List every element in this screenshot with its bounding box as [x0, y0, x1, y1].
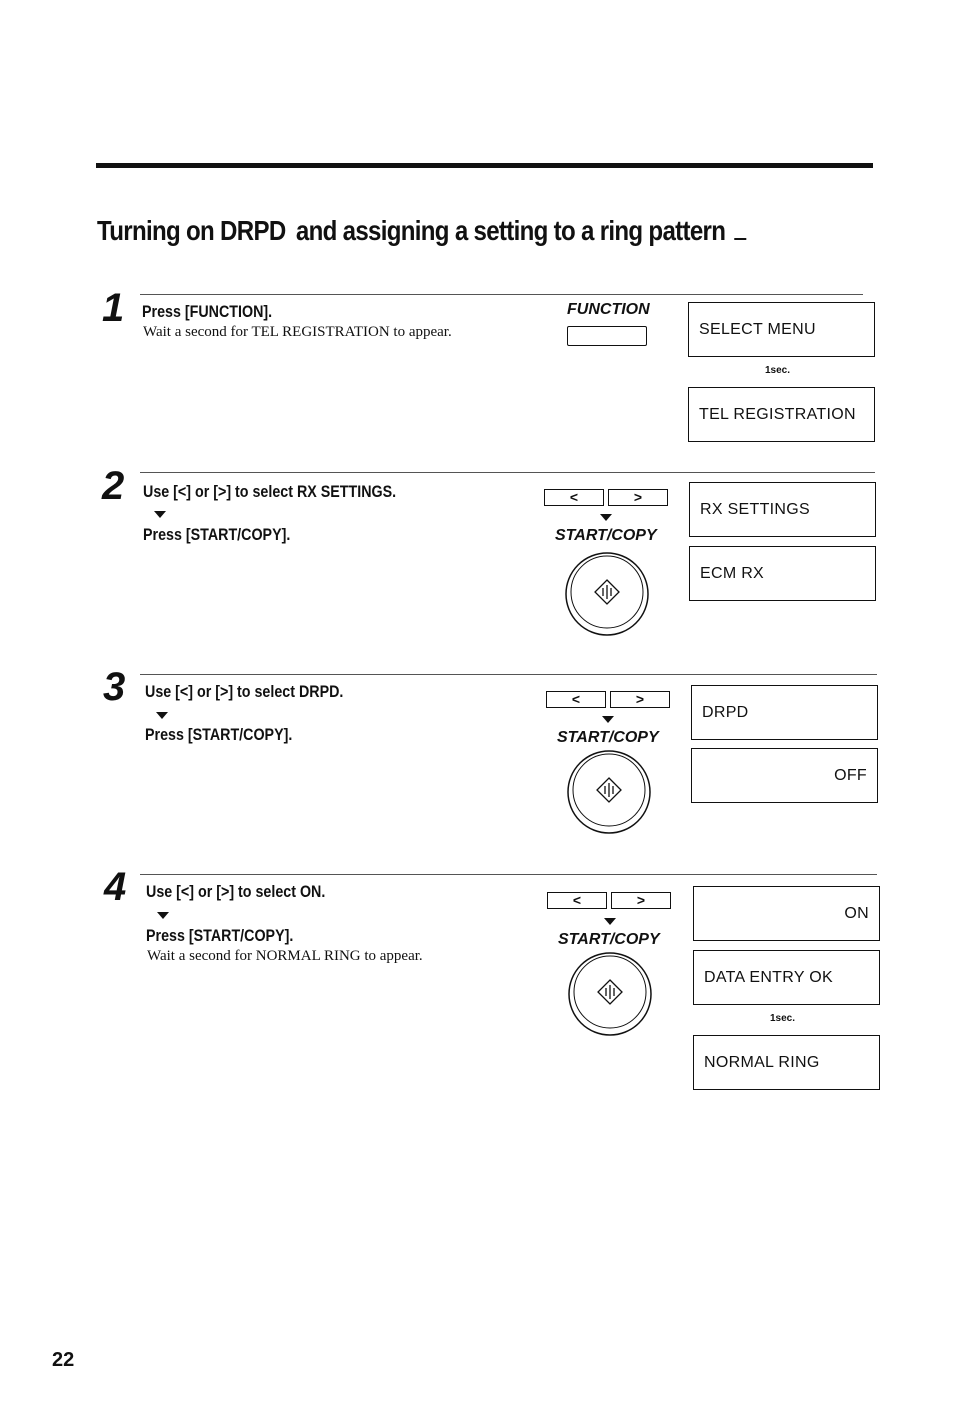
start-copy-label: START/COPY [558, 931, 660, 948]
step-2-number: 2 [102, 464, 125, 508]
step-2-key-arrow [600, 514, 612, 521]
right-key[interactable]: > [610, 691, 670, 708]
step-2-action: Press [START/COPY]. [143, 525, 291, 544]
title-underscore [734, 218, 746, 240]
start-copy-button[interactable] [562, 550, 652, 638]
display-tel-registration: TEL REGISTRATION [688, 387, 875, 442]
function-key-label: FUNCTION [567, 301, 650, 318]
step-2-rule [140, 472, 875, 473]
start-copy-button[interactable] [564, 748, 654, 836]
step-1-number: 1 [102, 286, 125, 330]
section-title-part2: and assigning a setting to a ring pattern [295, 215, 726, 246]
left-key[interactable]: < [546, 691, 606, 708]
step-2-heading: Use [<] or [>] to select RX SETTINGS. [143, 482, 397, 501]
section-title-part1: Turning on DRPD [97, 215, 286, 246]
start-diamond-icon [597, 778, 621, 802]
left-key[interactable]: < [547, 892, 607, 909]
step-3-key-arrow [602, 716, 614, 723]
step-1-heading: Press [FUNCTION]. [142, 302, 273, 321]
step-3-rule [140, 674, 877, 675]
start-diamond-icon [595, 580, 619, 604]
page-number: 22 [52, 1349, 75, 1371]
display-select-menu: SELECT MENU [688, 302, 875, 357]
step-3-nav-keys [546, 691, 670, 708]
start-diamond-icon [598, 980, 622, 1004]
left-key[interactable]: < [544, 489, 604, 506]
delay-1sec: 1sec. [765, 365, 791, 376]
display-ecm-rx: ECM RX [689, 546, 876, 601]
step-4-down-arrow [157, 912, 169, 919]
start-copy-button[interactable] [565, 950, 655, 1038]
right-key[interactable]: > [608, 489, 668, 506]
step-2-nav-keys [544, 489, 668, 506]
start-copy-label: START/COPY [555, 527, 657, 544]
step-3-action: Press [START/COPY]. [145, 725, 293, 744]
display-data-entry-ok: DATA ENTRY OK [693, 950, 880, 1005]
function-key[interactable] [567, 326, 647, 346]
display-drpd: DRPD [691, 685, 878, 740]
step-4-rule [140, 874, 877, 875]
step-1-rule [140, 294, 863, 295]
display-on: ON [693, 886, 880, 941]
step-4-nav-keys [547, 892, 671, 909]
step-4-note: Wait a second for NORMAL RING to appear. [147, 948, 423, 964]
display-off: OFF [691, 748, 878, 803]
section-title [97, 215, 746, 247]
step-3-heading: Use [<] or [>] to select DRPD. [145, 682, 344, 701]
step-2-down-arrow [154, 511, 166, 518]
step-3-number: 3 [103, 665, 126, 709]
step-4-number: 4 [104, 865, 127, 909]
display-rx-settings: RX SETTINGS [689, 482, 876, 537]
start-copy-label: START/COPY [557, 729, 659, 746]
step-4-heading: Use [<] or [>] to select ON. [146, 882, 326, 901]
step-1-note: Wait a second for TEL REGISTRATION to appear. [143, 324, 452, 340]
right-key[interactable]: > [611, 892, 671, 909]
header-rule [96, 163, 873, 168]
step-4-action: Press [START/COPY]. [146, 926, 294, 945]
step-3-down-arrow [156, 712, 168, 719]
delay-1sec: 1sec. [770, 1013, 796, 1024]
display-normal-ring: NORMAL RING [693, 1035, 880, 1090]
step-4-key-arrow [604, 918, 616, 925]
